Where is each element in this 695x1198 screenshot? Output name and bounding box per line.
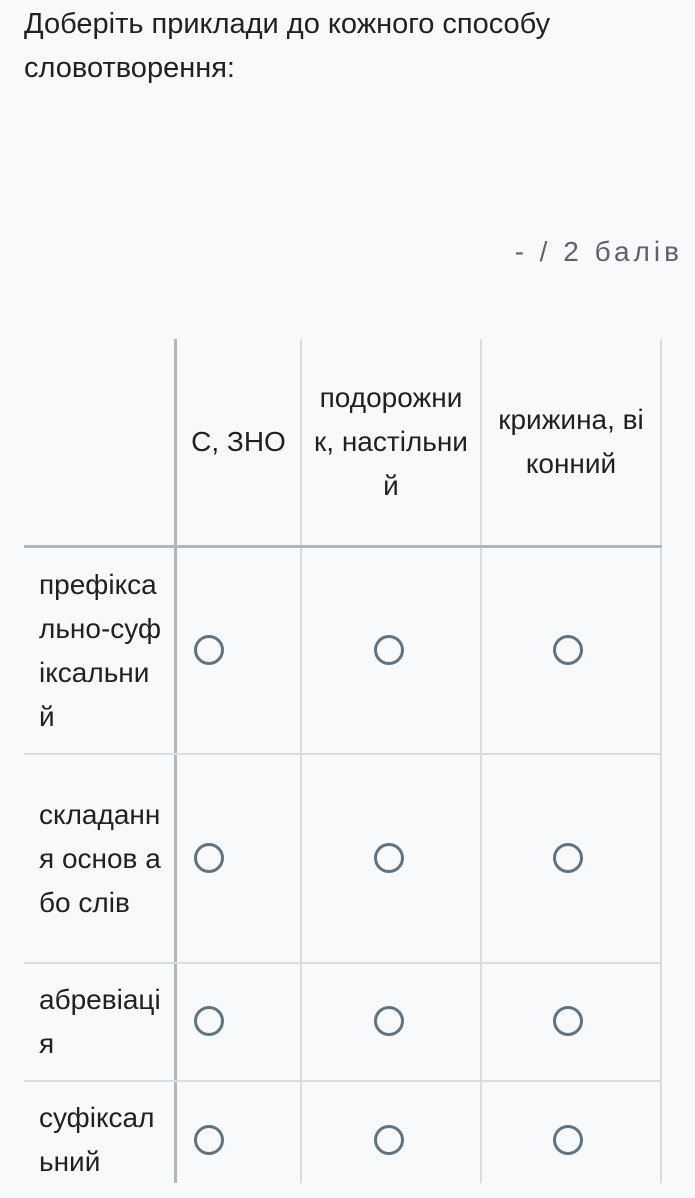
grid-divider: [300, 339, 302, 1183]
radio-option[interactable]: [374, 1006, 404, 1036]
grid-divider: [480, 339, 482, 1183]
row-label: абревіація: [39, 984, 161, 1059]
radio-option[interactable]: [374, 843, 404, 873]
radio-option[interactable]: [553, 1125, 583, 1155]
radio-option[interactable]: [553, 843, 583, 873]
grid-divider: [660, 339, 662, 1183]
radio-option[interactable]: [553, 635, 583, 665]
radio-option[interactable]: [194, 635, 224, 665]
row-label: суфіксальний: [39, 1102, 155, 1177]
radio-option[interactable]: [194, 1006, 224, 1036]
radio-option[interactable]: [374, 635, 404, 665]
column-header: подорожник, настільний: [314, 382, 468, 501]
radio-option[interactable]: [194, 1125, 224, 1155]
column-header: С, ЗНО: [191, 426, 286, 457]
row-label: префіксально-суфіксальний: [39, 568, 162, 732]
radio-option[interactable]: [374, 1125, 404, 1155]
row-label: складання основ або слів: [39, 798, 161, 918]
question-title: Доберіть приклади до кожного способу словотворення:: [24, 8, 551, 84]
choice-grid: [24, 339, 662, 1183]
points-label: - / 2 балів: [514, 236, 683, 267]
radio-option[interactable]: [194, 843, 224, 873]
radio-option[interactable]: [553, 1006, 583, 1036]
column-header: крижина, віконний: [498, 404, 644, 479]
